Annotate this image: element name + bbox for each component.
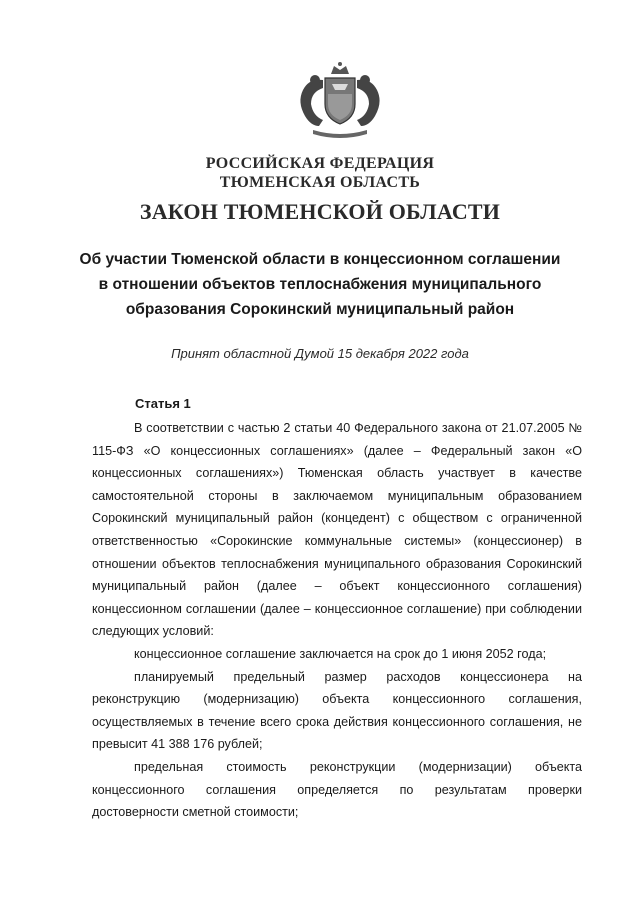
article-heading: Статья 1 [135,396,191,411]
document-title-line: образования Сорокинский муниципальный район [125,301,515,318]
law-heading: ЗАКОН ТЮМЕНСКОЙ ОБЛАСТИ [139,199,501,224]
document-title-line: в отношении объектов теплоснабжения муниципального [98,276,542,293]
federation-heading: РОССИЙСКАЯ ФЕДЕРАЦИЯ [205,155,435,172]
article-paragraph: планируемый предельный размер расходов концессионера на реконструкцию (модернизацию) объекта концессионного соглашения, осуществляемых в течение всего срока действия концессионного соглашения, не превысит 41 388 176 рублей; [92,669,582,752]
document-title [70,247,570,322]
article-body [92,417,582,824]
article-paragraph: концессионное соглашение заключается на срок до 1 июня 2052 года; [134,646,547,661]
article-paragraph: В соответствии с частью 2 статьи 40 Федерального закона от 21.07.2005 № 115-ФЗ «О концессионных соглашениях» (далее – Федеральный закон «О концессионных соглашениях») Тюменская область участвует в качестве самостоятельной стороны в заключаемом муниципальным образованием Сорокинский муниципальный район (концедент) с обществом с ограниченной ответственностью «Сорокинские коммунальные системы» (концессионер) в отношении объектов теплоснабжения муниципального образования Сорокинский муниципальный район (далее – объект концессионного соглашения) концессионном соглашении (далее – концессионное соглашение) при соблюдении следующих условий: [92,421,582,639]
article-paragraph: предельная стоимость реконструкции (модернизации) объекта концессионного соглашения определяется по результатам проверки достоверности сметной стоимости; [92,759,582,820]
document-title-line: Об участии Тюменской области в концессионном соглашении [79,251,561,268]
adoption-note: Принят областной Думой 15 декабря 2022 года [171,346,469,361]
region-heading: ТЮМЕНСКАЯ ОБЛАСТЬ [219,174,421,191]
tyumen-region-coat-of-arms-icon [285,60,395,140]
